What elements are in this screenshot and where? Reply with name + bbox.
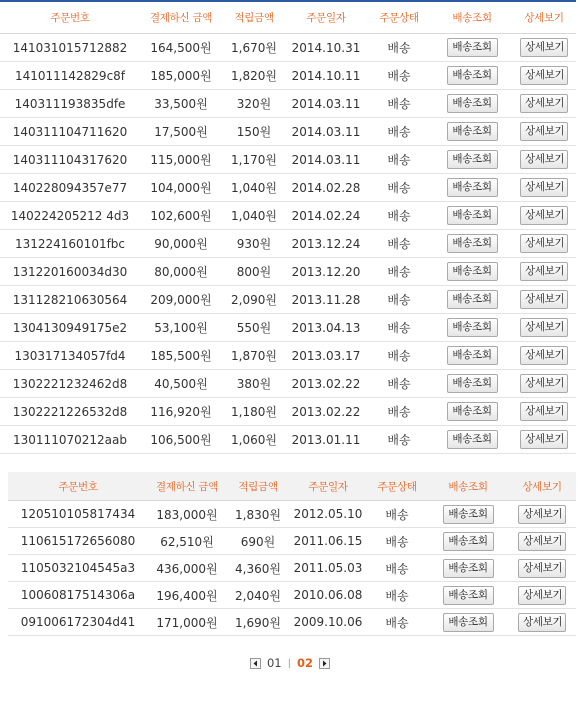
order-date: 2013.03.17 [286, 342, 366, 370]
table-row [8, 609, 576, 636]
track-delivery-button[interactable]: 배송조회 [447, 374, 498, 393]
detail-cell [512, 34, 576, 62]
page-link-01[interactable]: 01 [266, 656, 282, 670]
track-delivery-button[interactable]: 배송조회 [447, 290, 498, 309]
payment-amount: 116,920원 [140, 398, 222, 426]
order-date: 2012.05.10 [290, 501, 366, 528]
view-detail-button[interactable]: 상세보기 [520, 94, 568, 113]
table-row [8, 555, 576, 582]
view-detail-button[interactable]: 상세보기 [518, 559, 566, 578]
order-number: 130111070212aab [0, 426, 140, 454]
order-date: 2013.11.28 [286, 286, 366, 314]
order-number: 140311193835dfe [0, 90, 140, 118]
detail-cell [508, 582, 576, 609]
table-row [0, 342, 576, 370]
payment-amount: 436,000원 [148, 555, 226, 582]
reward-points: 4,360원 [226, 555, 290, 582]
table-row [8, 501, 576, 528]
payment-amount: 80,000원 [140, 258, 222, 286]
track-delivery-button[interactable]: 배송조회 [447, 402, 498, 421]
track-delivery-button[interactable]: 배송조회 [447, 122, 498, 141]
order-number: 1302221232462d8 [0, 370, 140, 398]
table-row [0, 258, 576, 286]
payment-amount: 183,000원 [148, 501, 226, 528]
order-number: 141031015712882 [0, 34, 140, 62]
payment-amount: 62,510원 [148, 528, 226, 555]
track-delivery-button[interactable]: 배송조회 [447, 318, 498, 337]
view-detail-button[interactable]: 상세보기 [520, 178, 568, 197]
header-amount: 결제하신 금액 [148, 472, 226, 501]
view-detail-button[interactable]: 상세보기 [518, 613, 566, 632]
detail-cell [512, 342, 576, 370]
detail-cell [512, 398, 576, 426]
table-row [0, 286, 576, 314]
view-detail-button[interactable]: 상세보기 [518, 505, 566, 524]
order-status: 배송 [366, 146, 432, 174]
detail-cell [512, 286, 576, 314]
reward-points: 1,060원 [222, 426, 286, 454]
detail-cell [512, 426, 576, 454]
view-detail-button[interactable]: 상세보기 [520, 150, 568, 169]
detail-cell [508, 609, 576, 636]
track-delivery-button[interactable]: 배송조회 [443, 613, 494, 632]
order-number: 140224205212 4d3 [0, 202, 140, 230]
order-date: 2009.10.06 [290, 609, 366, 636]
reward-points: 800원 [222, 258, 286, 286]
detail-cell [512, 90, 576, 118]
track-cell [428, 555, 508, 582]
track-delivery-button[interactable]: 배송조회 [447, 178, 498, 197]
order-number: 140228094357e77 [0, 174, 140, 202]
detail-cell [512, 202, 576, 230]
payment-amount: 53,100원 [140, 314, 222, 342]
order-date: 2013.12.24 [286, 230, 366, 258]
order-status: 배송 [366, 62, 432, 90]
header-points: 적립금액 [222, 1, 286, 34]
track-cell [428, 609, 508, 636]
order-date: 2014.03.11 [286, 118, 366, 146]
view-detail-button[interactable]: 상세보기 [520, 262, 568, 281]
table-row [0, 230, 576, 258]
header-detail: 상세보기 [512, 1, 576, 34]
reward-points: 1,040원 [222, 174, 286, 202]
order-status: 배송 [366, 314, 432, 342]
table-row [0, 314, 576, 342]
payment-amount: 90,000원 [140, 230, 222, 258]
track-delivery-button[interactable]: 배송조회 [447, 234, 498, 253]
order-date: 2013.02.22 [286, 370, 366, 398]
order-date: 2014.03.11 [286, 146, 366, 174]
reward-points: 150원 [222, 118, 286, 146]
view-detail-button[interactable]: 상세보기 [520, 318, 568, 337]
view-detail-button[interactable]: 상세보기 [520, 38, 568, 57]
order-number: 131128210630564 [0, 286, 140, 314]
order-number: 131224160101fbc [0, 230, 140, 258]
view-detail-button[interactable]: 상세보기 [520, 206, 568, 225]
track-cell [428, 501, 508, 528]
header-detail: 상세보기 [508, 472, 576, 501]
track-cell [432, 90, 512, 118]
track-cell [432, 314, 512, 342]
header-order-no: 주문번호 [0, 1, 140, 34]
order-number: 131220160034d30 [0, 258, 140, 286]
track-delivery-button[interactable]: 배송조회 [443, 586, 494, 605]
track-delivery-button[interactable]: 배송조회 [447, 66, 498, 85]
track-cell [428, 582, 508, 609]
reward-points: 380원 [222, 370, 286, 398]
order-number: 130317134057fd4 [0, 342, 140, 370]
arrow-left-icon[interactable] [250, 658, 261, 669]
table-row [8, 582, 576, 609]
header-track: 배송조회 [428, 472, 508, 501]
track-cell [432, 62, 512, 90]
order-number: 140311104317620 [0, 146, 140, 174]
detail-cell [512, 314, 576, 342]
table-row [8, 528, 576, 555]
track-cell [432, 426, 512, 454]
track-delivery-button[interactable]: 배송조회 [443, 532, 494, 551]
reward-points: 930원 [222, 230, 286, 258]
track-cell [432, 34, 512, 62]
order-status: 배송 [366, 118, 432, 146]
view-detail-button[interactable]: 상세보기 [520, 374, 568, 393]
reward-points: 1,820원 [222, 62, 286, 90]
payment-amount: 40,500원 [140, 370, 222, 398]
reward-points: 2,090원 [222, 286, 286, 314]
reward-points: 1,170원 [222, 146, 286, 174]
view-detail-button[interactable]: 상세보기 [520, 66, 568, 85]
payment-amount: 171,000원 [148, 609, 226, 636]
order-date: 2014.02.28 [286, 174, 366, 202]
track-delivery-button[interactable]: 배송조회 [447, 346, 498, 365]
order-status: 배송 [366, 528, 428, 555]
order-number: 120510105817434 [8, 501, 148, 528]
track-delivery-button[interactable]: 배송조회 [447, 430, 498, 449]
order-status: 배송 [366, 370, 432, 398]
order-number: 110615172656080 [8, 528, 148, 555]
order-date: 2014.03.11 [286, 90, 366, 118]
detail-cell [508, 555, 576, 582]
payment-amount: 209,000원 [140, 286, 222, 314]
table-row [0, 34, 576, 62]
detail-cell [512, 146, 576, 174]
header-order-no: 주문번호 [8, 472, 148, 501]
reward-points: 1,870원 [222, 342, 286, 370]
header-amount: 결제하신 금액 [140, 1, 222, 34]
view-detail-button[interactable]: 상세보기 [520, 346, 568, 365]
track-delivery-button[interactable]: 배송조회 [447, 150, 498, 169]
header-points: 적립금액 [226, 472, 290, 501]
detail-cell [512, 118, 576, 146]
order-number: 091006172304d41 [8, 609, 148, 636]
table-header [8, 472, 576, 501]
view-detail-button[interactable]: 상세보기 [520, 122, 568, 141]
reward-points: 690원 [226, 528, 290, 555]
detail-cell [512, 174, 576, 202]
order-date: 2014.10.31 [286, 34, 366, 62]
track-cell [432, 146, 512, 174]
order-status: 배송 [366, 174, 432, 202]
table-row [0, 146, 576, 174]
detail-cell [512, 230, 576, 258]
order-date: 2013.01.11 [286, 426, 366, 454]
order-status: 배송 [366, 582, 428, 609]
order-status: 배송 [366, 609, 428, 636]
order-status: 배송 [366, 258, 432, 286]
order-rows-recent [0, 34, 576, 454]
header-track: 배송조회 [432, 1, 512, 34]
track-delivery-button[interactable]: 배송조회 [443, 559, 494, 578]
order-status: 배송 [366, 230, 432, 258]
track-cell [432, 286, 512, 314]
table-row [0, 62, 576, 90]
table-row [0, 426, 576, 454]
table-row [0, 174, 576, 202]
track-cell [432, 118, 512, 146]
table-header [0, 1, 576, 34]
track-cell [432, 342, 512, 370]
table-row [0, 118, 576, 146]
reward-points: 550원 [222, 314, 286, 342]
payment-amount: 17,500원 [140, 118, 222, 146]
order-date: 2013.12.20 [286, 258, 366, 286]
order-date: 2014.10.11 [286, 62, 366, 90]
page-link-02-current[interactable]: 02 [297, 656, 314, 670]
track-cell [432, 258, 512, 286]
detail-cell [508, 528, 576, 555]
detail-cell [512, 370, 576, 398]
header-date: 주문일자 [290, 472, 366, 501]
order-number: 1304130949175e2 [0, 314, 140, 342]
view-detail-button[interactable]: 상세보기 [520, 430, 568, 449]
view-detail-button[interactable]: 상세보기 [518, 586, 566, 605]
order-date: 2011.05.03 [290, 555, 366, 582]
header-status: 주문상태 [366, 1, 432, 34]
order-status: 배송 [366, 202, 432, 230]
pagination [0, 656, 580, 670]
track-cell [428, 528, 508, 555]
track-cell [432, 174, 512, 202]
detail-cell [512, 258, 576, 286]
view-detail-button[interactable]: 상세보기 [520, 402, 568, 421]
reward-points: 1,180원 [222, 398, 286, 426]
order-date: 2014.02.24 [286, 202, 366, 230]
view-detail-button[interactable]: 상세보기 [520, 290, 568, 309]
order-number: 140311104711620 [0, 118, 140, 146]
order-status: 배송 [366, 555, 428, 582]
view-detail-button[interactable]: 상세보기 [518, 532, 566, 551]
track-delivery-button[interactable]: 배송조회 [447, 206, 498, 225]
order-status: 배송 [366, 398, 432, 426]
order-status: 배송 [366, 342, 432, 370]
order-status: 배송 [366, 286, 432, 314]
order-date: 2010.06.08 [290, 582, 366, 609]
order-date: 2011.06.15 [290, 528, 366, 555]
track-delivery-button[interactable]: 배송조회 [443, 505, 494, 524]
track-cell [432, 230, 512, 258]
order-status: 배송 [366, 501, 428, 528]
order-number: 141011142829c8f [0, 62, 140, 90]
view-detail-button[interactable]: 상세보기 [520, 234, 568, 253]
order-number: 1105032104545a3 [8, 555, 148, 582]
order-date: 2013.04.13 [286, 314, 366, 342]
reward-points: 1,670원 [222, 34, 286, 62]
order-table-older [8, 472, 576, 636]
payment-amount: 104,000원 [140, 174, 222, 202]
order-date: 2013.02.22 [286, 398, 366, 426]
payment-amount: 164,500원 [140, 34, 222, 62]
table-row [0, 398, 576, 426]
detail-cell [512, 62, 576, 90]
order-rows-older [8, 501, 576, 636]
reward-points: 1,690원 [226, 609, 290, 636]
payment-amount: 185,000원 [140, 62, 222, 90]
order-status: 배송 [366, 426, 432, 454]
payment-amount: 115,000원 [140, 146, 222, 174]
page-separator: | [287, 657, 291, 669]
table-row [0, 370, 576, 398]
arrow-right-icon[interactable] [319, 658, 330, 669]
header-status: 주문상태 [366, 472, 428, 501]
order-status: 배송 [366, 34, 432, 62]
order-status: 배송 [366, 90, 432, 118]
order-number: 10060817514306a [8, 582, 148, 609]
track-delivery-button[interactable]: 배송조회 [447, 94, 498, 113]
track-delivery-button[interactable]: 배송조회 [447, 262, 498, 281]
detail-cell [508, 501, 576, 528]
track-cell [432, 202, 512, 230]
track-cell [432, 370, 512, 398]
payment-amount: 185,500원 [140, 342, 222, 370]
table-row [0, 202, 576, 230]
reward-points: 320원 [222, 90, 286, 118]
payment-amount: 106,500원 [140, 426, 222, 454]
payment-amount: 102,600원 [140, 202, 222, 230]
reward-points: 1,830원 [226, 501, 290, 528]
table-row [0, 90, 576, 118]
reward-points: 2,040원 [226, 582, 290, 609]
track-delivery-button[interactable]: 배송조회 [447, 38, 498, 57]
payment-amount: 196,400원 [148, 582, 226, 609]
payment-amount: 33,500원 [140, 90, 222, 118]
header-date: 주문일자 [286, 1, 366, 34]
order-number: 1302221226532d8 [0, 398, 140, 426]
reward-points: 1,040원 [222, 202, 286, 230]
track-cell [432, 398, 512, 426]
